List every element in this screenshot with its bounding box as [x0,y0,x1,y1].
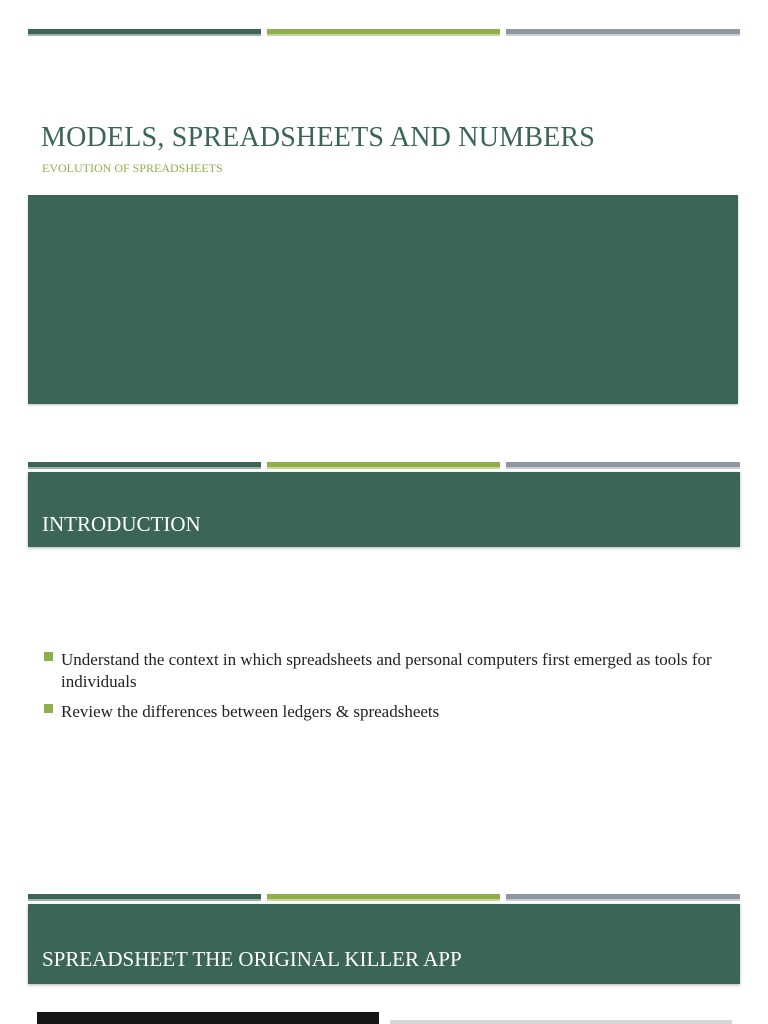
bullet-text: Review the differences between ledgers & spreadsheets [61,702,440,721]
bullet-item [44,701,734,723]
bullet-square-icon [44,652,53,661]
slide2-header-bar [28,472,740,547]
slide3-screenshot-left [37,1012,379,1024]
slide1-stripe-green [28,29,261,36]
slide3-heading: SPREADSHEET THE ORIGINAL KILLER APP [42,947,462,971]
slide2-bullet-list [44,649,734,731]
bullet-square-icon [44,704,53,713]
slide3-stripe-lime [267,894,500,901]
slide1-stripe-grey [506,29,740,36]
slide3-stripe-grey [506,894,740,901]
slide2-stripe-grey [506,462,740,469]
bullet-text: Understand the context in which spreadsheets and personal computers first emerged as tools for individuals [61,650,712,691]
slide2-heading: INTRODUCTION [42,512,201,536]
slide3-header-bar [28,904,740,984]
slide1-banner [28,195,738,404]
slide3-screenshot-right [390,1020,732,1024]
slide3-stripe-green [28,894,261,901]
slide1-stripe-lime [267,29,500,36]
bullet-item [44,649,734,693]
slide1-subtitle: EVOLUTION OF SPREADSHEETS [42,161,223,175]
slide2-stripe-lime [267,462,500,469]
slide1-title: MODELS, SPREADSHEETS AND NUMBERS [41,122,596,153]
slide2-stripe-green [28,462,261,469]
